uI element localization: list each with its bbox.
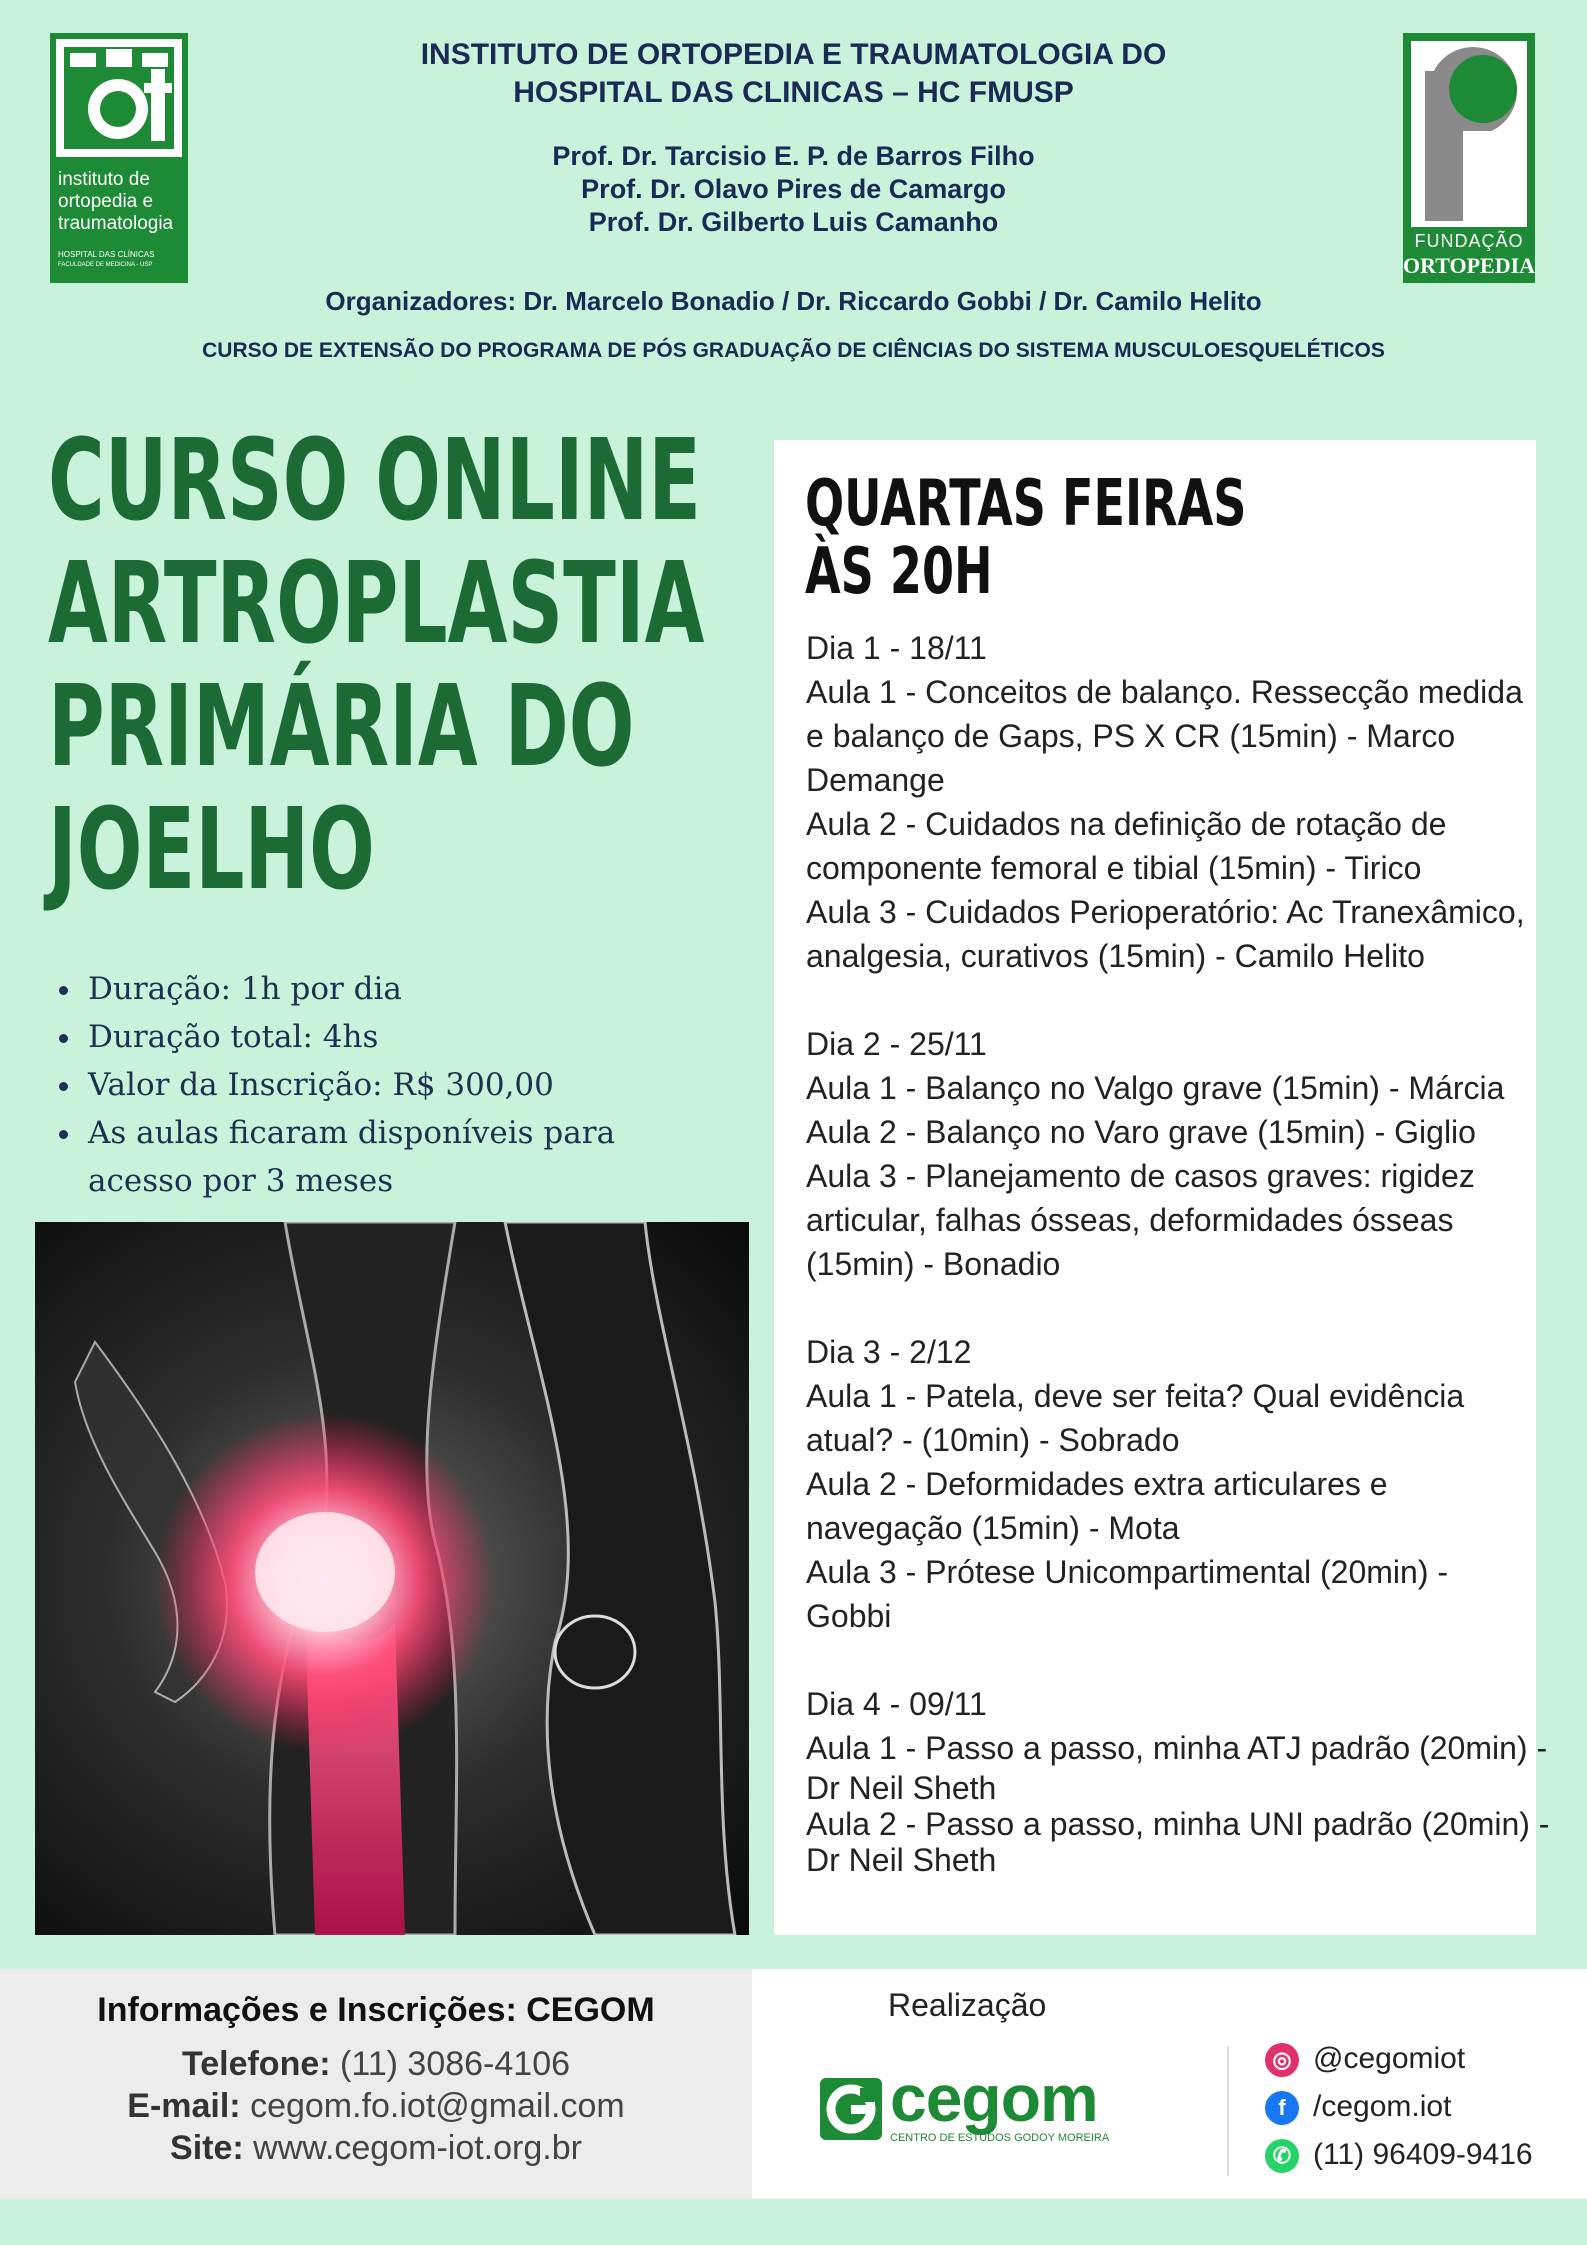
professors-list bbox=[300, 140, 1287, 239]
whatsapp-number[interactable]: (11) 96409-9416 bbox=[1313, 2138, 1533, 2171]
fundacao-logo-symbol bbox=[1411, 41, 1527, 227]
schedule-heading bbox=[805, 467, 1247, 609]
institute-line1: INSTITUTO DE ORTOPEDIA E TRAUMATOLOGIA DO bbox=[420, 38, 1167, 71]
spacer bbox=[806, 1638, 1526, 1682]
day-title: Dia 4 - 09/11 bbox=[806, 1686, 987, 1722]
phone-line bbox=[0, 2045, 752, 2084]
lecture-line: Demange bbox=[806, 762, 945, 798]
course-title-line1: CURSO ONLINE bbox=[48, 416, 702, 546]
schedule-heading-line2: ÀS 20H bbox=[805, 535, 993, 609]
instagram-handle[interactable]: @cegomiot bbox=[1313, 2042, 1466, 2075]
fundacao-logo-line2: ORTOPEDIA bbox=[1403, 253, 1536, 278]
iot-logo-text bbox=[58, 169, 173, 235]
lecture-line: articular, falhas ósseas, deformidades ósseas bbox=[806, 1202, 1454, 1238]
cegom-logo bbox=[820, 2061, 1140, 2152]
day-title: Dia 1 - 18/11 bbox=[806, 630, 987, 666]
detail-access: • As aulas ficaram disponíveis para acesso por 3 meses bbox=[84, 1109, 728, 1205]
email-value[interactable]: cegom.fo.iot@gmail.com bbox=[240, 2087, 625, 2125]
day-3 bbox=[806, 1330, 1526, 1638]
day-1 bbox=[806, 626, 1526, 978]
site-label: Site: bbox=[170, 2129, 244, 2167]
lecture-line: Aula 1 - Conceitos de balanço. Ressecção medida bbox=[806, 674, 1523, 710]
schedule-body bbox=[806, 626, 1550, 1878]
lecture-line: Aula 1 - Passo a passo, minha ATJ padrão (20min) - bbox=[806, 1730, 1548, 1766]
course-title-line2: ARTROPLASTIA bbox=[48, 539, 705, 669]
lecture-line: Aula 2 - Cuidados na definição de rotação de bbox=[806, 806, 1447, 842]
lecture-line: Aula 2 - Deformidades extra articulares e bbox=[806, 1466, 1388, 1502]
facebook-handle[interactable]: /cegom.iot bbox=[1313, 2090, 1452, 2123]
phone-label: Telefone: bbox=[181, 2045, 331, 2083]
lecture-line: Gobbi bbox=[806, 1598, 892, 1634]
fundacao-logo-mark bbox=[1411, 41, 1527, 227]
lecture-line: Dr Neil Sheth bbox=[806, 1770, 997, 1806]
knee-xray-image bbox=[35, 1222, 749, 1935]
footer-divider bbox=[1227, 2046, 1229, 2176]
professor-1: Prof. Dr. Tarcisio E. P. de Barros Filho bbox=[552, 141, 1035, 171]
lecture-line: analgesia, curativos (15min) - Camilo Helito bbox=[806, 938, 1425, 974]
day-2 bbox=[806, 1022, 1526, 1286]
whatsapp-icon: ✆ bbox=[1265, 2139, 1299, 2173]
spacer bbox=[806, 978, 1526, 1022]
iot-logo-line1: instituto de bbox=[58, 169, 150, 190]
cegom-subtitle: CENTRO DE ESTUDOS GODOY MOREIRA bbox=[890, 2132, 1110, 2144]
lecture-line: componente femoral e tibial (15min) - Tirico bbox=[806, 850, 1422, 886]
iot-logo-mark bbox=[56, 39, 182, 157]
whatsapp-line[interactable] bbox=[1265, 2138, 1533, 2173]
day-title: Dia 3 - 2/12 bbox=[806, 1334, 972, 1370]
lecture-line: navegação (15min) - Mota bbox=[806, 1510, 1180, 1546]
professor-2: Prof. Dr. Olavo Pires de Camargo bbox=[581, 174, 1006, 204]
iot-logo bbox=[50, 33, 188, 283]
course-details-list bbox=[48, 965, 784, 1205]
iot-logo-line3: traumatologia bbox=[58, 213, 174, 234]
organizers: Organizadores: Dr. Marcelo Bonadio / Dr. Riccardo Gobbi / Dr. Camilo Helito bbox=[325, 286, 1262, 316]
course-title-line3: PRIMÁRIA DO bbox=[48, 662, 635, 792]
detail-price: • Valor da Inscrição: R$ 300,00 bbox=[84, 1061, 784, 1109]
fundacao-ortopedia-logo bbox=[1403, 33, 1535, 283]
iot-logo-line4: HOSPITAL DAS CLÍNICAS bbox=[58, 250, 155, 259]
email-label: E-mail: bbox=[127, 2087, 241, 2125]
cegom-wordmark: cegom bbox=[890, 2061, 1098, 2135]
iot-logo-subtext bbox=[58, 249, 154, 271]
day-title: Dia 2 - 25/11 bbox=[806, 1026, 987, 1062]
footer-contact bbox=[0, 1969, 752, 2199]
lecture-line: Aula 2 - Balanço no Varo grave (15min) - Giglio bbox=[806, 1114, 1476, 1150]
iot-logo-line5: FACULDADE DE MEDICINA - USP bbox=[58, 262, 153, 268]
lecture-line: Aula 1 - Patela, deve ser feita? Qual evidência bbox=[806, 1378, 1465, 1414]
site-line bbox=[0, 2129, 752, 2168]
detail-total-duration: • Duração total: 4hs bbox=[84, 1013, 784, 1061]
info-title: Informações e Inscrições: CEGOM bbox=[97, 1991, 655, 2029]
institute-line2: HOSPITAL DAS CLINICAS – HC FMUSP bbox=[513, 76, 1074, 109]
schedule-heading-line1: QUARTAS FEIRAS bbox=[805, 467, 1247, 541]
course-title bbox=[48, 416, 705, 915]
lecture-line: Aula 3 - Planejamento de casos graves: rigidez bbox=[806, 1158, 1475, 1194]
cegom-logo-mark bbox=[820, 2078, 882, 2140]
lecture-line: Aula 3 - Prótese Unicompartimental (20min) - bbox=[806, 1554, 1449, 1590]
institute-name bbox=[300, 36, 1287, 112]
lecture-line: Aula 3 - Cuidados Perioperatório: Ac Tranexâmico, bbox=[806, 894, 1525, 930]
phone-value[interactable]: (11) 3086-4106 bbox=[330, 2045, 571, 2083]
lecture-line: (15min) - Bonadio bbox=[806, 1246, 1061, 1282]
spacer bbox=[806, 1286, 1526, 1330]
lecture-line: atual? - (10min) - Sobrado bbox=[806, 1422, 1180, 1458]
lecture-line: Dr Neil Sheth bbox=[806, 1842, 997, 1878]
day-4 bbox=[806, 1682, 1550, 1878]
email-line bbox=[0, 2087, 752, 2126]
fundacao-logo-line1: FUNDAÇÃO bbox=[1414, 231, 1524, 251]
site-link[interactable]: www.cegom-iot.org.br bbox=[243, 2129, 582, 2167]
facebook-icon: f bbox=[1265, 2091, 1299, 2125]
detail-duration: • Duração: 1h por dia bbox=[84, 965, 784, 1013]
course-extension: CURSO DE EXTENSÃO DO PROGRAMA DE PÓS GRADUAÇÃO DE CIÊNCIAS DO SISTEMA MUSCULOESQUELÉTICOS bbox=[202, 339, 1385, 362]
lecture-line: e balanço de Gaps, PS X CR (15min) - Marco bbox=[806, 718, 1456, 754]
lecture-line: Aula 2 - Passo a passo, minha UNI padrão (20min) - bbox=[806, 1806, 1550, 1842]
professor-3: Prof. Dr. Gilberto Luis Camanho bbox=[588, 207, 999, 237]
course-title-line4: JOELHO bbox=[48, 785, 375, 915]
knee-illustration bbox=[35, 1222, 749, 1935]
instagram-line[interactable] bbox=[1265, 2042, 1465, 2077]
lecture-line: Aula 1 - Balanço no Valgo grave (15min) - Márcia bbox=[806, 1070, 1505, 1106]
instagram-icon: ◎ bbox=[1265, 2043, 1299, 2077]
realizacao-label: Realização bbox=[888, 1987, 1047, 2023]
iot-logo-line2: ortopedia e bbox=[58, 191, 154, 212]
facebook-line[interactable] bbox=[1265, 2090, 1451, 2125]
